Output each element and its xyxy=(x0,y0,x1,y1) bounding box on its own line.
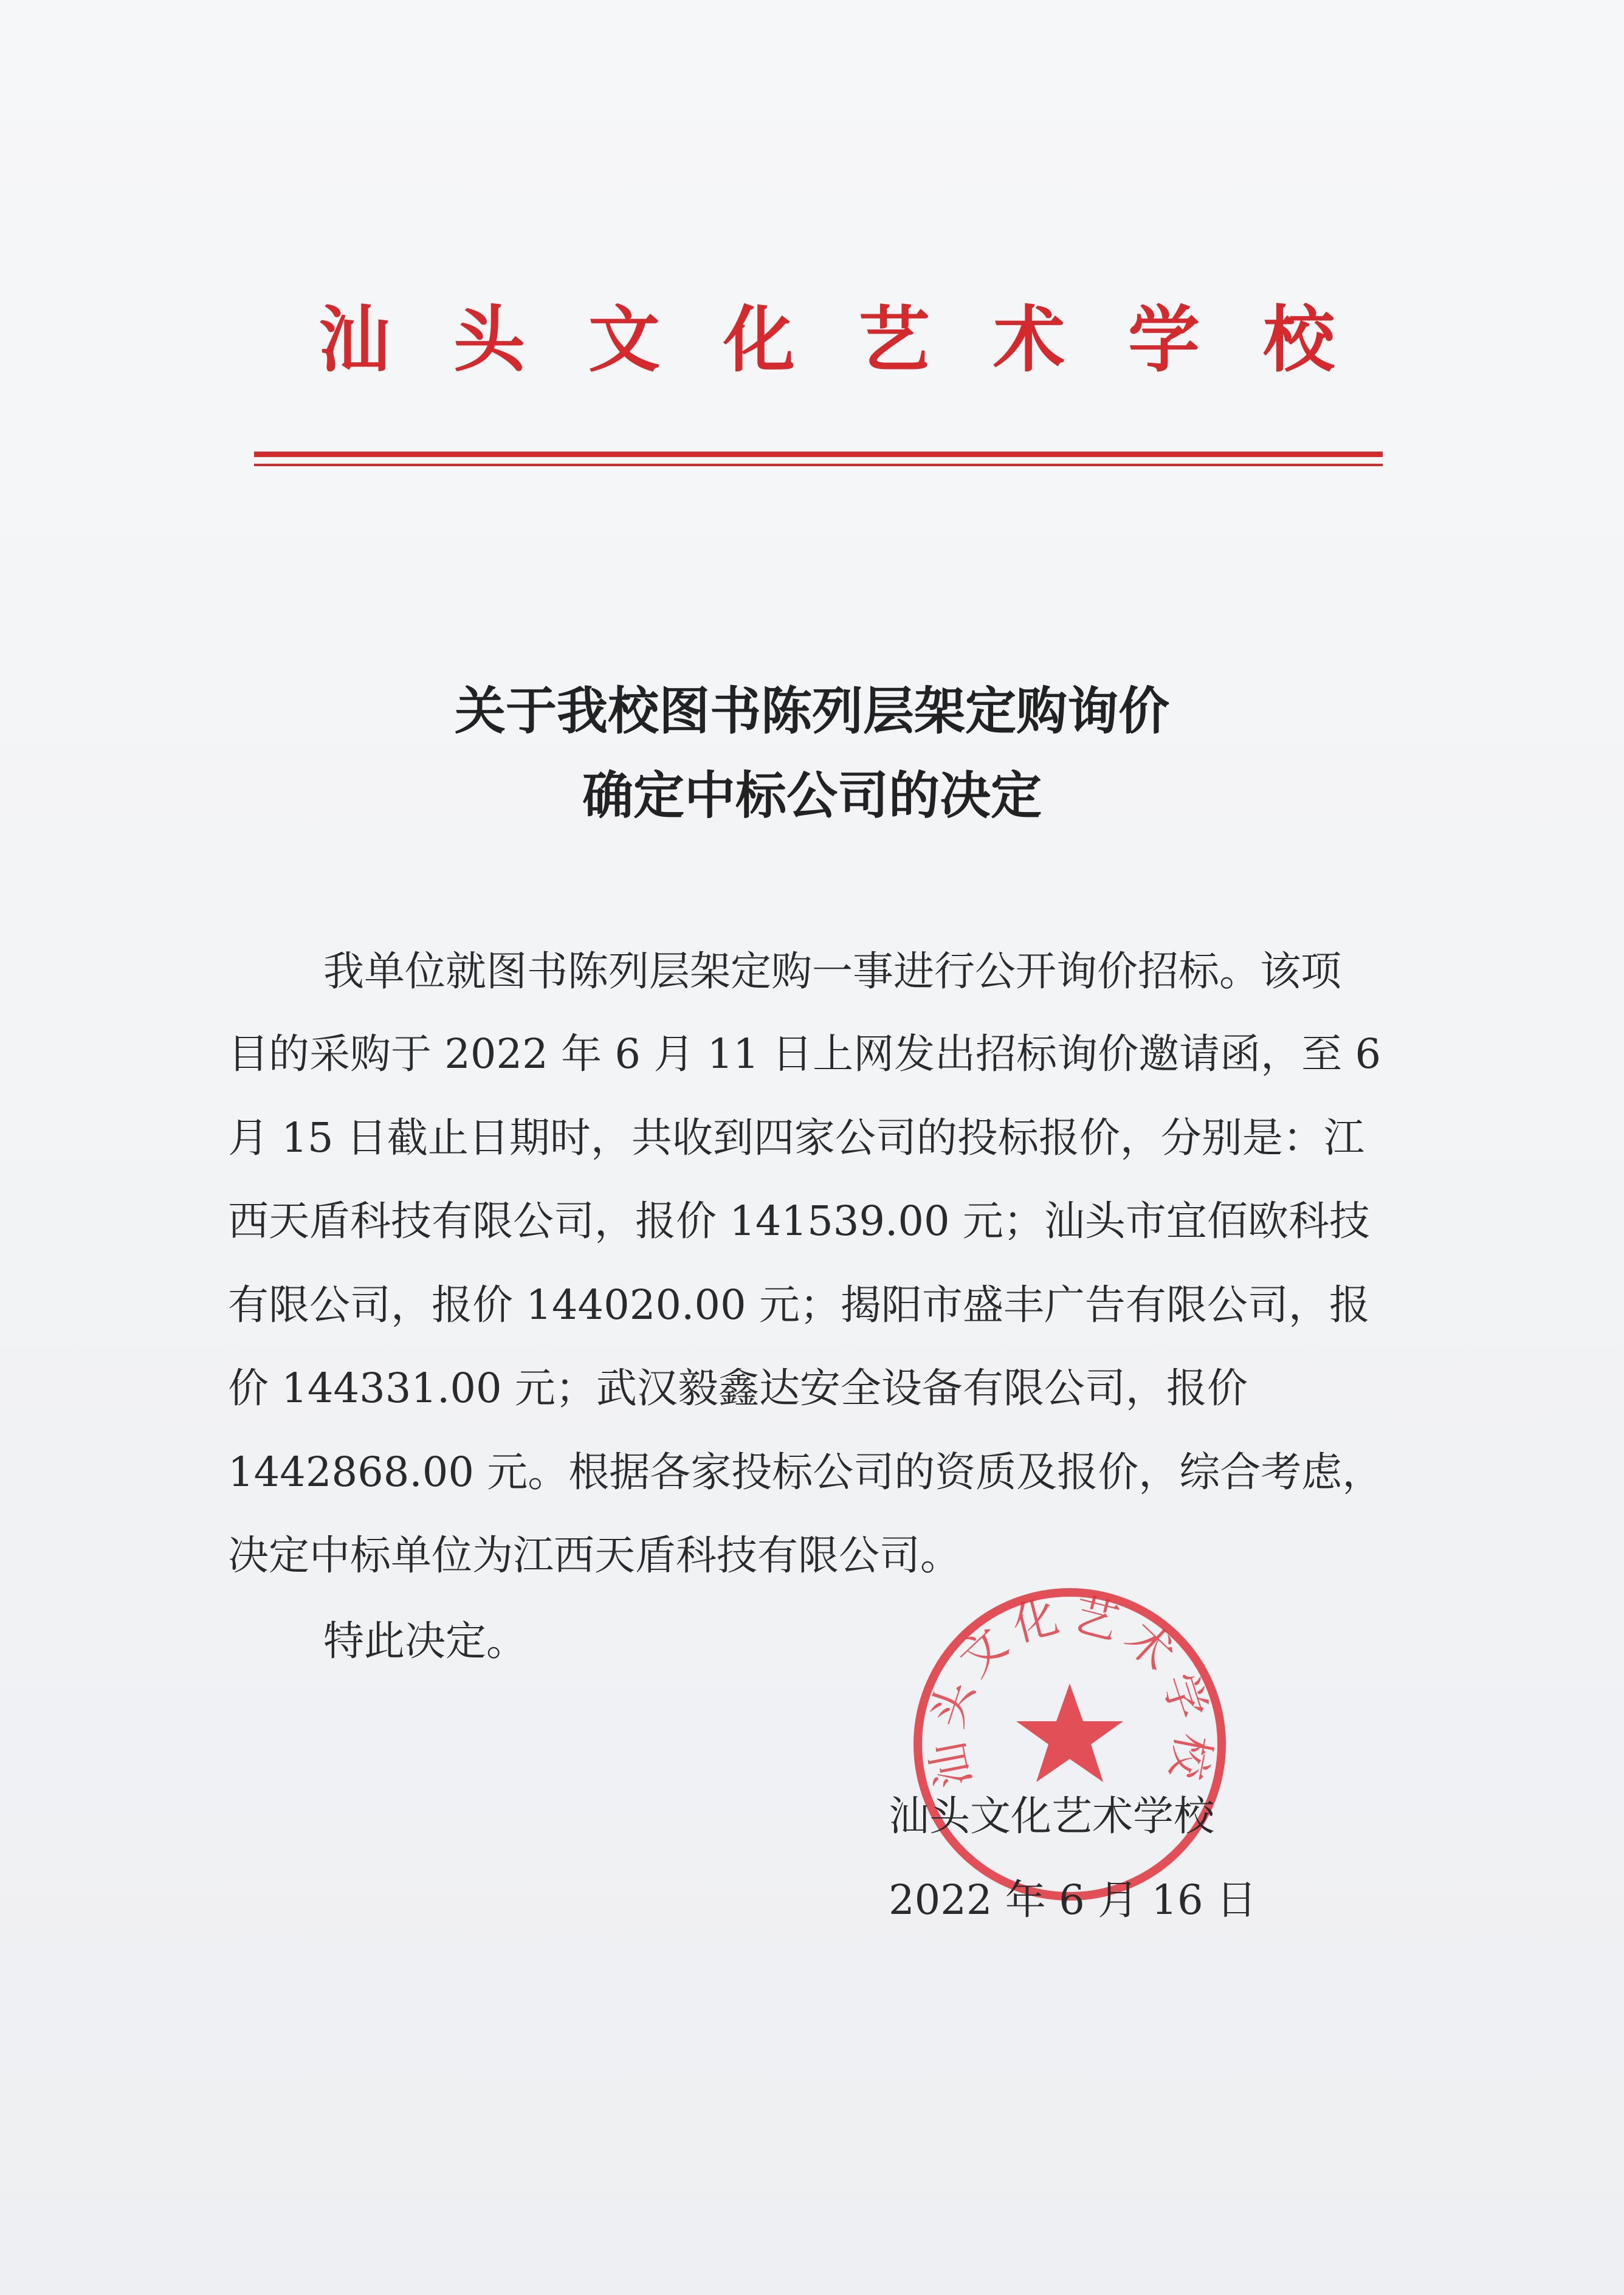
body-line-5: 有限公司，报价 144020.00 元；揭阳市盛丰广告有限公司，报 xyxy=(228,1281,1370,1329)
letterhead-rule-thin xyxy=(254,464,1383,466)
body-line-2: 目的采购于 2022 年 6 月 11 日上网发出招标询价邀请函，至 6 xyxy=(228,1030,1381,1078)
document-title-line-2: 确定中标公司的决定 xyxy=(582,766,1042,825)
body-line-4: 西天盾科技有限公司，报价 141539.00 元；汕头市宜佰欧科技 xyxy=(228,1197,1370,1245)
seal-text: 汕头文化艺术学校 xyxy=(920,1588,1220,1792)
document-title-line-1: 关于我校图书陈列层架定购询价 xyxy=(454,681,1169,741)
signature-date: 2022 年 6 月 16 日 xyxy=(889,1876,1257,1924)
signature-org: 汕头文化艺术学校 xyxy=(889,1792,1214,1840)
letterhead-rule-thick xyxy=(254,452,1383,457)
body-line-7: 1442868.00 元。根据各家投标公司的资质及报价，综合考虑， xyxy=(228,1448,1383,1496)
official-seal xyxy=(906,1580,1234,1908)
closing-line: 特此决定。 xyxy=(323,1617,527,1665)
body-line-6: 价 144331.00 元；武汉毅鑫达安全设备有限公司，报价 xyxy=(228,1364,1248,1412)
letterhead-title: 汕头文化艺术学校 xyxy=(318,297,1399,382)
body-line-8: 决定中标单位为江西天盾科技有限公司。 xyxy=(228,1532,961,1579)
seal-star-icon xyxy=(1016,1684,1123,1782)
body-line-3: 月 15 日截止日期时，共收到四家公司的投标报价，分别是：江 xyxy=(228,1114,1364,1161)
body-line-1: 我单位就图书陈列层架定购一事进行公开询价招标。该项 xyxy=(323,948,1341,995)
